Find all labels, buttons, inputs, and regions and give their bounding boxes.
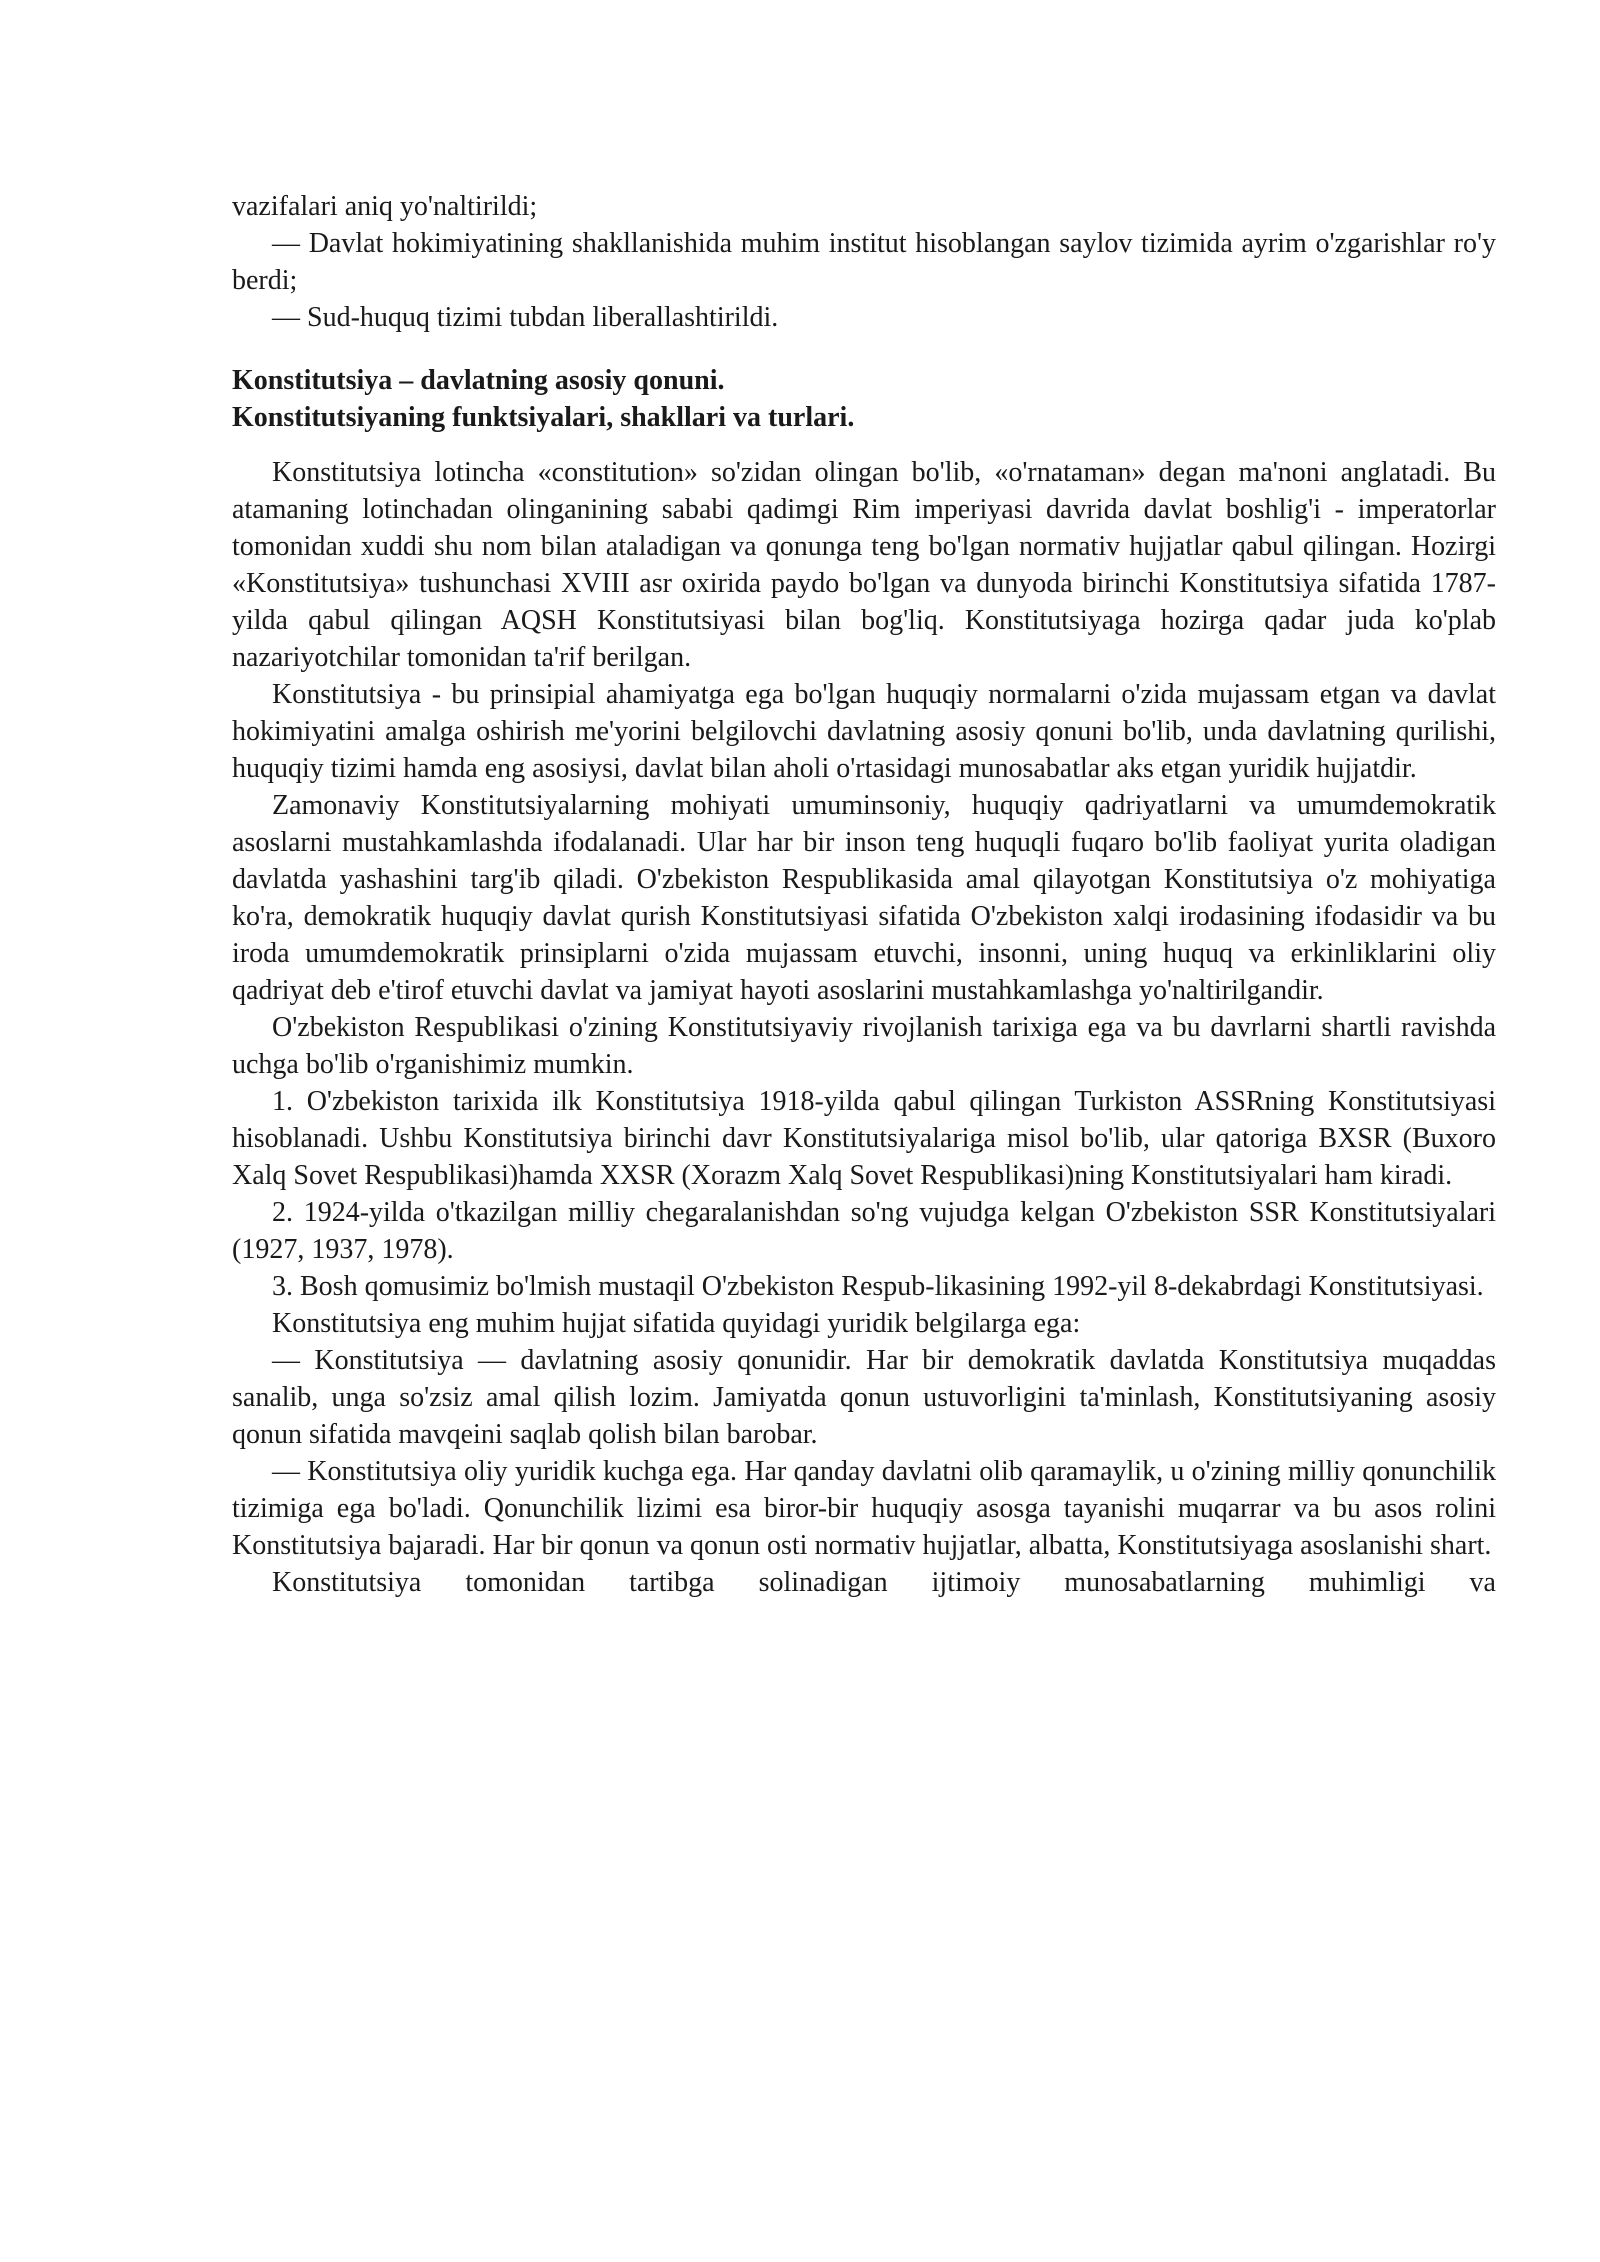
list-item: — Davlat hokimiyatining shakllanishida muhim institut hisoblangan saylov tizimida ayrim o'zgarishlar ro'y berdi; <box>232 228 1496 296</box>
numbered-item: 3. Bosh qomusimiz bo'lmish mustaqil O'zbekiston Respub-likasining 1992-yil 8-dekabrdagi Konstitutsiyasi. <box>272 1271 1484 1302</box>
list-item: — Sud-huquq tizimi tubdan liberallashtirildi. <box>272 302 779 333</box>
text-line: vazifalari aniq yo'naltirildi; <box>232 191 538 222</box>
numbered-item: 1. O'zbekiston tarixida ilk Konstitutsiya 1918-yilda qabul qilingan Turkiston ASSRning Konstitutsiyasi hisoblanadi. Ushbu Konstitutsiya birinchi davr Konstitutsiyalariga misol bo'lib, ular qatoriga BXSR (Buxoro Xalq Sovet Respublikasi)hamda XXSR (Xorazm Xalq Sovet Respublikasi)ning Konstitutsiyalari ham kiradi. <box>232 1086 1496 1191</box>
list-item: — Konstitutsiya oliy yuridik kuchga ega. Har qanday davlatni olib qaramaylik, u o'zining milliy qonunchilik tizimiga ega bo'ladi. Qonunchilik lizimi esa biror-bir huquqiy asosga tayanishi muqarrar va bu asos rolini Konstitutsiya bajaradi. Har bir qonun va qonun osti normativ hujjatlar, albatta, Konstitutsiyaga asoslanishi shart. <box>232 1456 1496 1561</box>
heading-line-1: Konstitutsiya – davlatning asosiy qonuni. <box>232 365 725 396</box>
paragraph: Konstitutsiya tomonidan tartibga solinadigan ijtimoiy munosabatlarning muhimligi va <box>272 1567 1496 1598</box>
numbered-item: 2. 1924-yilda o'tkazilgan milliy chegaralanishdan so'ng vujudga kelgan O'zbekiston SSR Konstitutsiyalari (1927, 1937, 1978). <box>232 1197 1496 1265</box>
paragraph: Konstitutsiya lotincha «constitution» so'zidan olingan bo'lib, «o'rnataman» degan ma'noni anglatadi. Bu atamaning lotinchadan olinganining sababi qadimgi Rim imperiyasi davrida davlat boshlig'i - imperatorlar tomonidan xuddi shu nom bilan ataladigan va qonunga teng bo'lgan normativ hujjatlar qabul qilingan. Hozirgi «Konstitutsiya» tushunchasi XVIII asr oxirida paydo bo'lgan va dunyoda birinchi Konstitutsiya sifatida 1787-yilda qabul qilingan AQSH Konstitutsiyasi bilan bog'liq. Konstitutsiyaga hozirga qadar juda ko'plab nazariyotchilar tomonidan ta'rif berilgan. <box>232 457 1496 673</box>
paragraph: O'zbekiston Respublikasi o'zining Konstitutsiyaviy rivojlanish tarixiga ega va bu davrlarni shartli ravishda uchga bo'lib o'rganishimiz mumkin. <box>232 1012 1496 1080</box>
paragraph: Konstitutsiya eng muhim hujjat sifatida quyidagi yuridik belgilarga ega: <box>272 1308 1081 1339</box>
heading-line-2: Konstitutsiyaning funktsiyalari, shakllari va turlari. <box>232 402 855 433</box>
paragraph: Zamonaviy Konstitutsiyalarning mohiyati umuminsoniy, huquqiy qadriyatlarni va umumdemokratik asoslarni mustahkamlashda ifodalanadi. Ular har bir inson teng huquqli fuqaro bo'lib faoliyat yurita oladigan davlatda yashashini targ'ib qiladi. O'zbekiston Respublikasida amal qilayotgan Konstitutsiya o'z mohiyatiga ko'ra, demokratik huquqiy davlat qurish Konstitutsiyasi sifatida O'zbekiston xalqi irodasining ifodasidir va bu iroda umumdemokratik prinsiplarni o'zida mujassam etuvchi, insonni, uning huquq va erkinliklarini oliy qadriyat deb e'tirof etuvchi davlat va jamiyat hayoti asoslarini mustahkamlashga yo'naltirilgandir. <box>232 790 1496 1006</box>
document-page <box>232 188 1496 1601</box>
list-item: — Konstitutsiya — davlatning asosiy qonunidir. Har bir demokratik davlatda Konstitutsiya muqaddas sanalib, unga so'zsiz amal qilish lozim. Jamiyatda qonun ustuvorligini ta'minlash, Konstitutsiyaning asosiy qonun sifatida mavqeini saqlab qolish bilan barobar. <box>232 1345 1496 1450</box>
paragraph: Konstitutsiya - bu prinsipial ahamiyatga ega bo'lgan huquqiy normalarni o'zida mujassam etgan va davlat hokimiyatini amalga oshirish me'yorini belgilovchi davlatning asosiy qonuni bo'lib, unda davlatning qurilishi, huquqiy tizimi hamda eng asosiysi, davlat bilan aholi o'rtasidagi munosabatlar aks etgan yuridik hujjatdir. <box>232 679 1496 784</box>
section-heading <box>232 362 1496 436</box>
